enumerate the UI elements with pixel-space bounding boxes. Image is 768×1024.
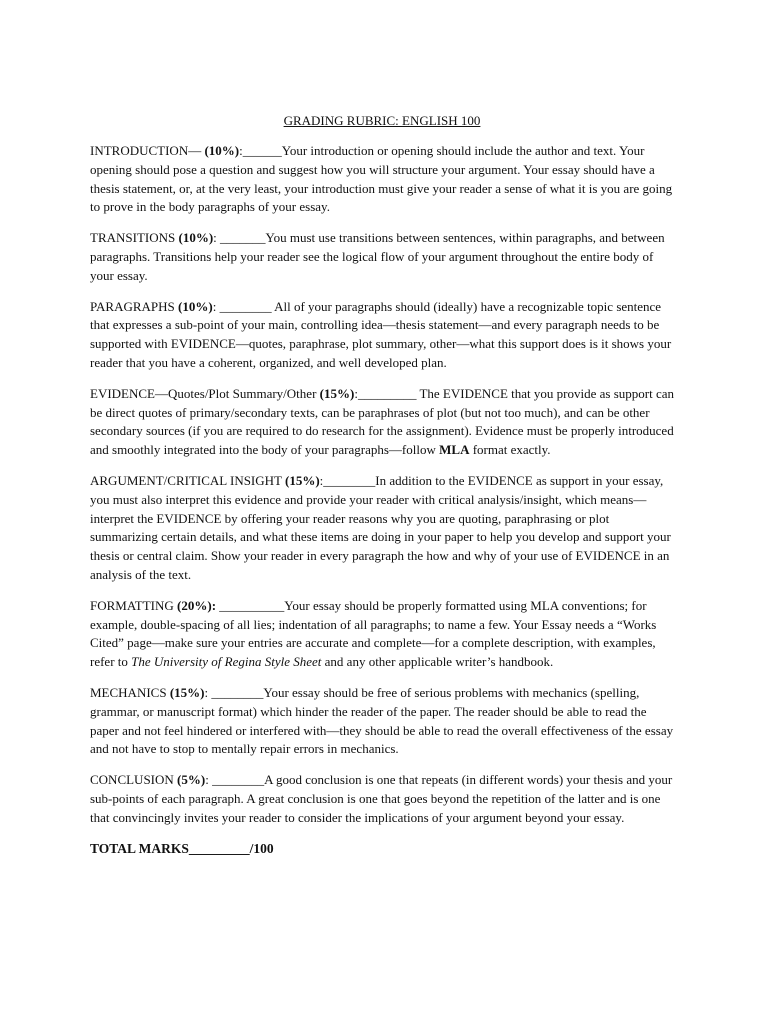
section-evidence (90, 385, 674, 460)
section-name: ARGUMENT/CRITICAL INSIGHT (90, 472, 285, 488)
document-title: GRADING RUBRIC: ENGLISH 100 (283, 113, 481, 128)
section-name: INTRODUCTION— (90, 143, 205, 158)
style-sheet-title: The University of Regina Style Sheet (131, 654, 322, 670)
section-body-end: format exactly. (469, 442, 551, 458)
mla-emphasis: MLA (439, 442, 470, 458)
section-name: TRANSITIONS (90, 230, 179, 246)
section-name: MECHANICS (90, 684, 170, 700)
section-mechanics (90, 684, 674, 759)
section-blank: : _______ (213, 230, 266, 246)
section-weight: (10%) (204, 143, 240, 158)
section-weight: (15%) (319, 385, 355, 401)
section-body: Your essay should be properly formatted using MLA conventions; for example, double-spacing of all lies; indentation of all paragraphs; to name a few. Your Essay needs a “Works Cited” page—make sure your entries are accurate and complete—for a complete description, with examples, refer to (90, 597, 657, 670)
section-body: Your essay should be free of serious problems with mechanics (spelling, grammar, or manuscript format) which hinder the reader of the paper. The reader should be able to read the paper and not feel hindered or interfered with—they should be able to read the overall effectiveness of the essay and not have to stop to mentally repair errors in mechanics. (90, 684, 674, 757)
section-weight: (5%) (177, 772, 206, 788)
section-name: EVIDENCE—Quotes/Plot Summary/Other (90, 385, 320, 401)
total-marks: TOTAL MARKS_________/100 (90, 840, 274, 856)
section-blank: : ________ (212, 298, 275, 314)
section-paragraphs (90, 298, 674, 373)
section-body: Your introduction or opening should include the author and text. Your opening should pose a question and suggest how you will structure your argument. Your essay should have a thesis statement, or, at the very least, your introduction must give your reader a sense of what it is you are going to prove in the body paragraphs of your essay. (90, 143, 673, 215)
section-body: A good conclusion is one that repeats (in different words) your thesis and your sub-points of each paragraph. A great conclusion is one that goes beyond the repetition of the latter and is one that convincingly invites your reader to consider the implications of your argument beyond your essay. (90, 772, 673, 825)
section-blank: : ________ (205, 772, 265, 788)
section-weight: (10%) (178, 298, 213, 314)
section-formatting (90, 597, 674, 672)
section-body: You must use transitions between sentences, within paragraphs, and between paragraphs. Transitions help your reader see the logical flow of your argument throughout the entire body of your essay. (90, 230, 665, 283)
section-blank: :______ (239, 143, 282, 158)
section-body-end: and any other applicable writer’s handbook. (321, 654, 554, 670)
section-blank: : ________ (204, 684, 264, 700)
section-weight: (15%) (285, 472, 320, 488)
section-blank: :________ (319, 472, 376, 488)
section-body: All of your paragraphs should (ideally) have a recognizable topic sentence that expresses a sub-point of your main, controlling idea—thesis statement—and every paragraph needs to be supported with EVIDENCE—quotes, paraphrase, plot summary, other—what this support does is it shows your reader that you have a coherent, organized, and well developed plan. (90, 298, 672, 370)
section-introduction (90, 142, 674, 217)
section-weight: (15%) (169, 684, 205, 700)
section-body: In addition to the EVIDENCE as support in your essay, you must also interpret this evidence and provide your reader with critical analysis/insight, which means—interpret the EVIDENCE by offering your reader reasons why you are quoting, paraphrasing or plot summarizing certain details, and what these items are doing in your paper to help you develop and support your thesis or central claim. Show your reader in every paragraph the how and why of your use of EVIDENCE in an analysis of the text. (90, 472, 671, 582)
section-blank: :_________ (354, 385, 420, 401)
section-weight: (10%) (178, 230, 214, 246)
section-transitions (90, 229, 674, 285)
section-argument (90, 472, 674, 585)
section-name: FORMATTING (90, 597, 178, 613)
section-conclusion (90, 771, 674, 827)
rubric-document (90, 112, 674, 858)
section-name: PARAGRAPHS (90, 298, 179, 314)
section-body: The EVIDENCE that you provide as support can be direct quotes of primary/secondary texts, can be paraphrases of plot (but not too much), and can be other secondary sources (if you are required to do research for the assignment). Evidence must be properly introduced and smoothly integrated into the body of your paragraphs—follow (90, 385, 674, 458)
section-weight: (20%): (177, 597, 217, 613)
section-blank: __________ (216, 597, 285, 613)
section-name: CONCLUSION (90, 772, 178, 788)
